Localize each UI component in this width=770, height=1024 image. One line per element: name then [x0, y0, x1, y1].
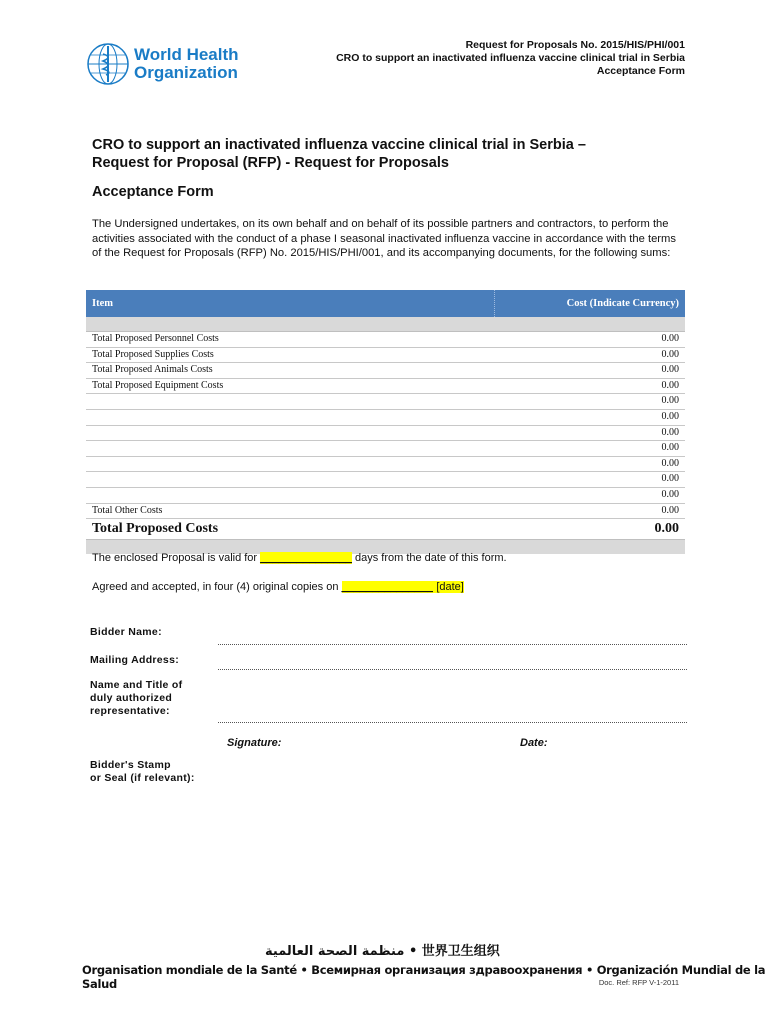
row-cost-value[interactable]: 0.00: [661, 488, 679, 500]
table-row: [86, 441, 685, 457]
agreed-date-field[interactable]: _______________: [341, 581, 434, 593]
row-cost-value[interactable]: 0.00: [661, 333, 679, 344]
row-label: Total Proposed Supplies Costs: [92, 348, 214, 360]
validity-line: The enclosed Proposal is valid for _______________ days from the date of this form.: [92, 552, 507, 564]
table-row: [86, 472, 685, 488]
row-label: Total Proposed Personnel Costs: [92, 333, 219, 344]
row-cost-value[interactable]: 0.00: [661, 473, 679, 485]
bidder-name-field[interactable]: [218, 644, 687, 645]
table-row: [86, 457, 685, 473]
header-reference: [336, 39, 685, 78]
mailing-address-label: Mailing Address:: [90, 654, 180, 666]
row-cost-value[interactable]: 0.00: [661, 504, 679, 516]
table-row: [86, 426, 685, 442]
row-cost-value[interactable]: 0.00: [661, 410, 679, 422]
title-line1: CRO to support an inactivated influenza vaccine clinical trial in Serbia –: [92, 137, 586, 153]
table-total-row: [86, 519, 685, 540]
row-cost-value[interactable]: 0.00: [661, 442, 679, 454]
header-ref-line3: Acceptance Form: [596, 65, 685, 77]
representative-label: Name and Title of duly authorized representative:: [90, 679, 183, 717]
signature-label: Signature:: [227, 737, 282, 749]
row-cost-value[interactable]: 0.00: [661, 457, 679, 469]
table-row: [86, 504, 685, 520]
date-placeholder: [date]: [433, 581, 464, 593]
table-row: [86, 379, 685, 395]
table-row: [86, 363, 685, 379]
logo-line1: World Health: [134, 45, 239, 64]
intro-paragraph: The Undersigned undertakes, on its own behalf and on behalf of its possible partners and contractors, to perform the activities associated with the conduct of a phase I seasonal inactivated influenza vaccine in accordance with the terms of the Request for Proposals (RFP) No. 2015/HIS/PHI/001, and its accompanying documents, for the following sums:: [92, 218, 676, 259]
mailing-address-field[interactable]: [218, 669, 687, 670]
row-cost-value[interactable]: 0.00: [661, 426, 679, 438]
representative-field[interactable]: [218, 722, 687, 723]
total-value[interactable]: 0.00: [654, 521, 679, 537]
footer-scripts: منظمة الصحة العالمية • 世界卫生组织: [265, 944, 500, 959]
cost-table: [86, 290, 685, 554]
row-label: Total Proposed Animals Costs: [92, 364, 213, 376]
header-ref-line2: CRO to support an inactivated influenza vaccine clinical trial in Serbia: [336, 52, 685, 64]
agreed-line: Agreed and accepted, in four (4) original copies on _______________ [date]: [92, 581, 464, 593]
table-row: [86, 348, 685, 364]
table-row: [86, 394, 685, 410]
doc-reference: Doc. Ref: RFP V-1-2011: [598, 978, 679, 987]
stamp-label: Bidder's Stamp or Seal (if relevant):: [90, 759, 195, 784]
column-header-cost: Cost (Indicate Currency): [566, 298, 679, 309]
date-label: Date:: [520, 737, 548, 749]
validity-days-field[interactable]: _______________: [260, 552, 352, 564]
row-cost-value[interactable]: 0.00: [661, 379, 679, 391]
table-row: [86, 332, 685, 348]
logo-line2: Organization: [134, 63, 238, 82]
page-title: [92, 136, 692, 172]
row-label: Total Proposed Equipment Costs: [92, 379, 224, 391]
row-cost-value[interactable]: 0.00: [661, 348, 679, 360]
table-header: [86, 290, 685, 317]
who-logo: [86, 42, 256, 92]
table-row: [86, 488, 685, 504]
who-emblem-icon: [86, 42, 130, 86]
row-cost-value[interactable]: 0.00: [661, 395, 679, 407]
title-line2: Request for Proposal (RFP) - Request for Proposals: [92, 155, 449, 171]
section-heading: Acceptance Form: [92, 184, 214, 200]
table-row: [86, 410, 685, 426]
bidder-name-label: Bidder Name:: [90, 626, 162, 638]
table-spacer: [86, 317, 685, 332]
header-ref-line1: Request for Proposals No. 2015/HIS/PHI/001: [465, 39, 685, 51]
row-label: Total Other Costs: [92, 504, 163, 516]
table-body: [86, 332, 685, 519]
total-label: Total Proposed Costs: [92, 521, 219, 537]
row-cost-value[interactable]: 0.00: [661, 364, 679, 376]
footer-languages: Organisation mondiale de la Santé • Всемирная организация здравоохранения • Organización Mundial de la Salud: [82, 963, 766, 991]
column-header-item: Item: [92, 298, 113, 309]
